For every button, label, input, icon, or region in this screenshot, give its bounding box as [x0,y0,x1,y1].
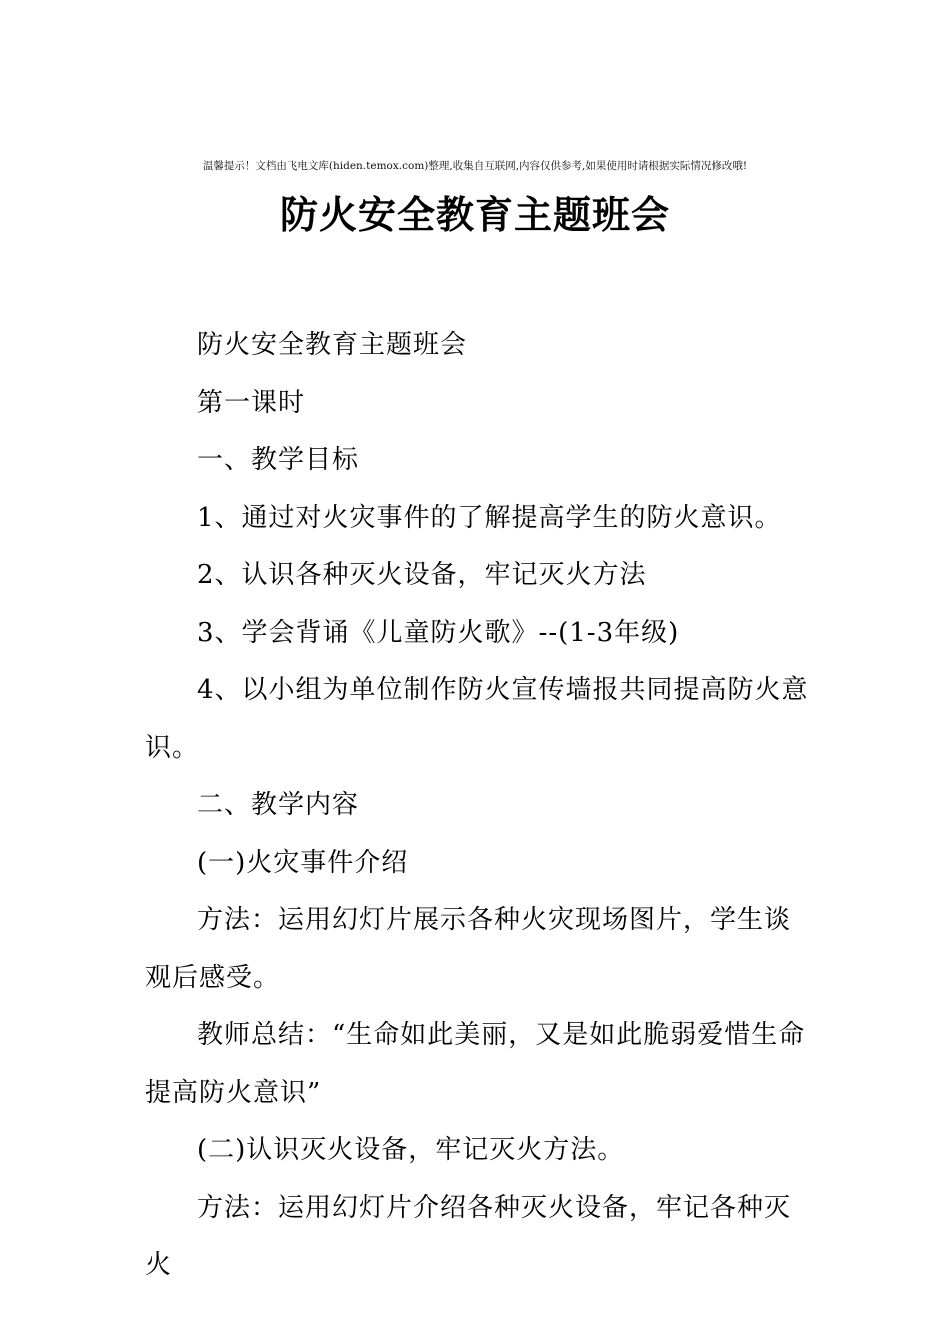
paragraph: 二、教学内容 [197,790,360,820]
paragraph: 防火安全教育主题班会 [197,330,468,360]
document-notice: 温馨提示！文档由飞电文库(hiden.temox.com)整理,收集自互联网,内容仅供参考,如果使用时请根据实际情况修改哦! [202,160,748,172]
paragraph: 3、学会背诵《儿童防火歌》--(1-3年级) [197,617,680,648]
paragraph: 1、通过对火灾事件的了解提高学生的防火意识。 [197,502,782,533]
paragraph: 方法：运用幻灯片介绍各种灭火设备，牢记各种灭火 [145,1192,792,1280]
paragraph: 教师总结：“生命如此美丽，又是如此脆弱爱惜生命提高防火意识” [145,1020,806,1108]
paragraph: 第一课时 [197,387,306,418]
document-body [145,317,810,1295]
paragraph: (一)火灾事件介绍 [197,847,409,878]
paragraph: 4、以小组为单位制作防火宣传墙报共同提高防火意识。 [145,675,809,763]
paragraph: (二)认识灭火设备，牢记灭火方法。 [197,1135,625,1165]
paragraph: 一、教学目标 [197,445,360,475]
paragraph: 2、认识各种灭火设备，牢记灭火方法 [197,560,647,590]
document-title: 防火安全教育主题班会 [279,193,670,237]
paragraph: 方法：运用幻灯片展示各种火灾现场图片，学生谈观后感受。 [145,905,792,993]
